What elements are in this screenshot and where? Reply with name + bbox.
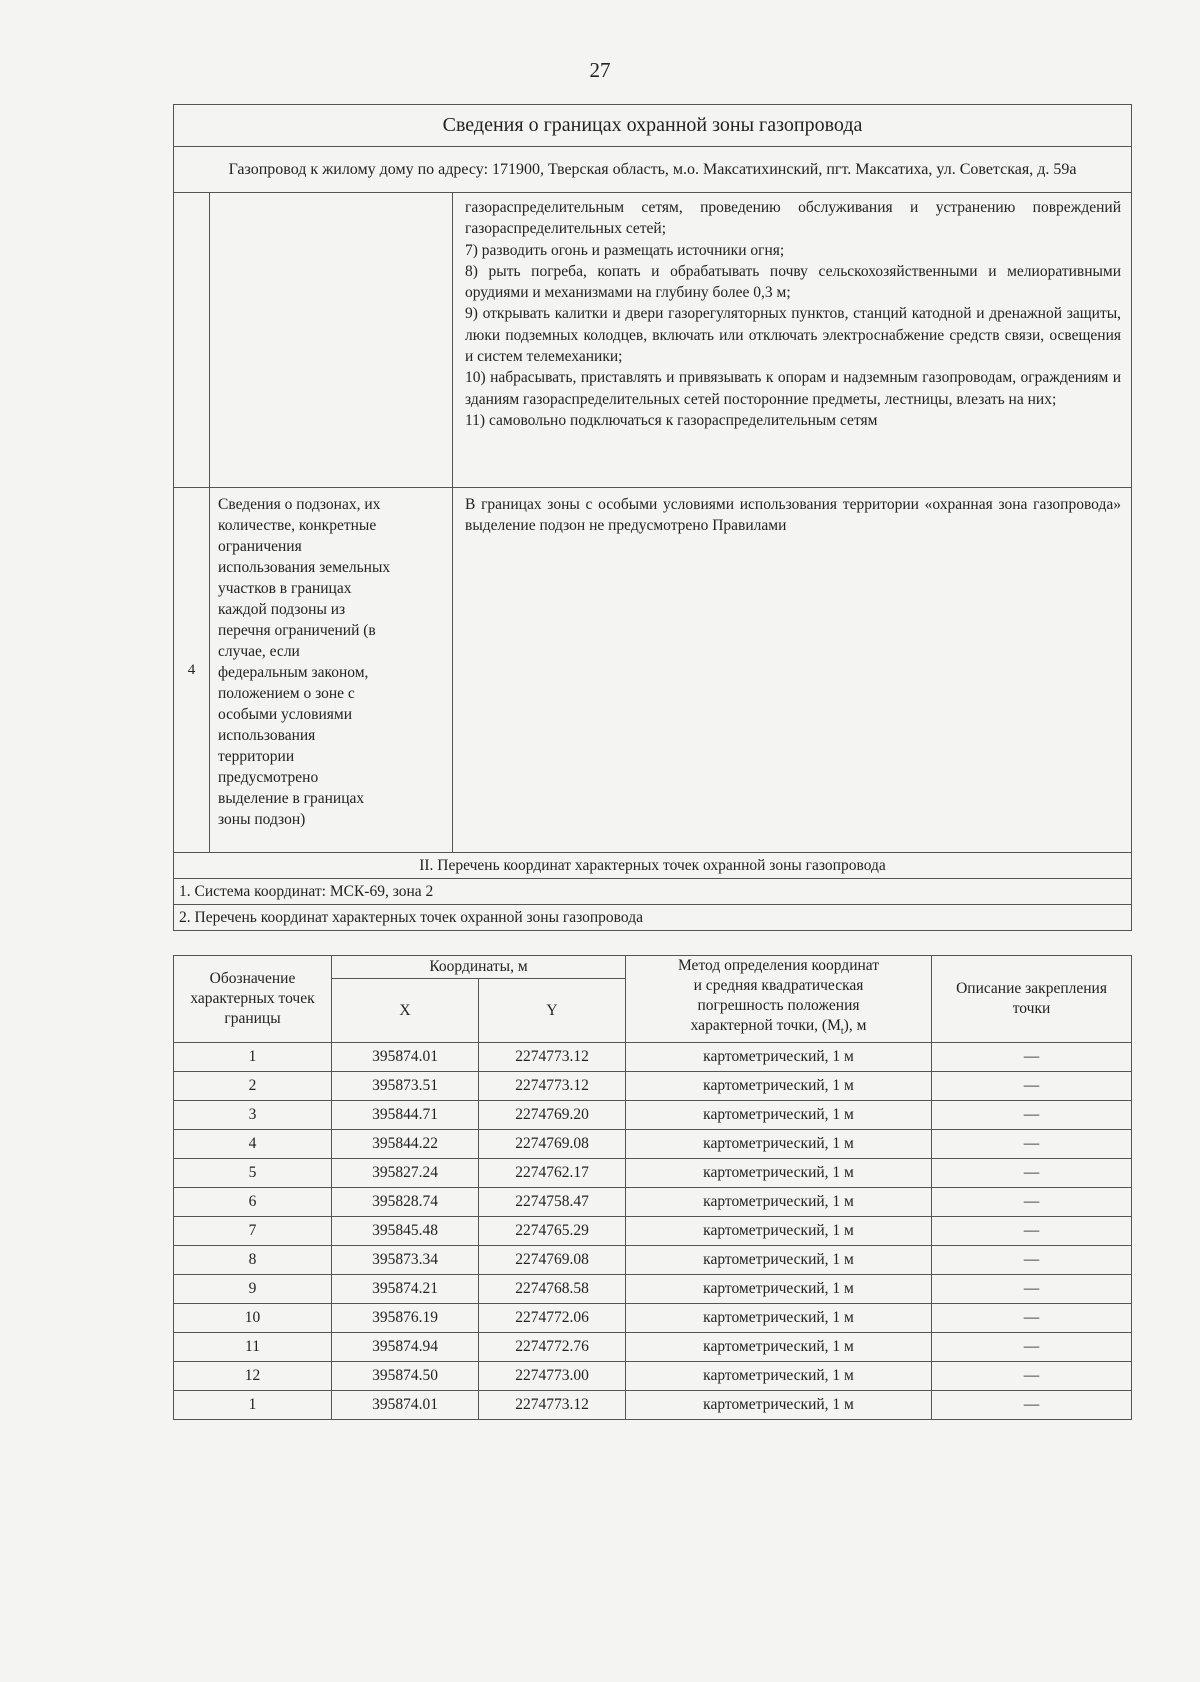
table-row [174, 1217, 1132, 1246]
table-row [174, 1246, 1132, 1275]
x-cell: 395873.34 [332, 1246, 479, 1275]
description-cell: — [932, 1043, 1132, 1072]
method-cell: картометрический, 1 м [626, 1246, 932, 1275]
subzone-info-text: В границах зоны с особыми условиями использования территории «охранная зона газопровода» выделение подзон не предусмотрено Правилами [453, 488, 1132, 853]
label-line: выделение в границах [218, 790, 365, 807]
point-cell: 5 [174, 1159, 332, 1188]
description-cell: — [932, 1333, 1132, 1362]
point-cell: 7 [174, 1217, 332, 1246]
restriction-paragraph: газораспределительным сетям, проведению обслуживания и устранению повреждений газораспределительных сетей; [465, 199, 1122, 238]
restriction-paragraph: 9) открывать калитки и двери газорегуляторных пунктов, станций катодной и дренажной защиты, люки подземных колодцев, включать или отключать электроснабжение средств связи, освещения и систем телемеханики; [465, 305, 1122, 366]
x-cell: 395874.21 [332, 1275, 479, 1304]
header-method [626, 956, 932, 1043]
method-cell: картометрический, 1 м [626, 1101, 932, 1130]
table-row [174, 1130, 1132, 1159]
y-cell: 2274765.29 [479, 1217, 626, 1246]
object-address: Газопровод к жилому дому по адресу: 171900, Тверская область, м.о. Максатихинский, пгт. Максатиха, ул. Советская, д. 59а [174, 147, 1132, 193]
header-y: Y [479, 979, 626, 1043]
y-cell: 2274772.76 [479, 1333, 626, 1362]
method-cell: картометрический, 1 м [626, 1188, 932, 1217]
y-cell: 2274762.17 [479, 1159, 626, 1188]
y-cell: 2274769.20 [479, 1101, 626, 1130]
y-cell: 2274773.12 [479, 1072, 626, 1101]
method-cell: картометрический, 1 м [626, 1043, 932, 1072]
point-cell: 10 [174, 1304, 332, 1333]
header-coordinates: Координаты, м [332, 956, 626, 979]
label-line: использования земельных [218, 559, 391, 576]
table-row [174, 1043, 1132, 1072]
restriction-paragraph: 11) самовольно подключаться к газораспределительным сетям [465, 411, 878, 429]
page-number: 27 [589, 58, 611, 82]
description-cell: — [932, 1072, 1132, 1101]
description-cell: — [932, 1217, 1132, 1246]
coordinates-table [173, 955, 1132, 1420]
x-cell: 395874.50 [332, 1362, 479, 1391]
point-cell: 3 [174, 1101, 332, 1130]
x-cell: 395844.71 [332, 1101, 479, 1130]
x-cell: 395874.01 [332, 1391, 479, 1420]
description-cell: — [932, 1130, 1132, 1159]
point-cell: 8 [174, 1246, 332, 1275]
point-cell: 1 [174, 1043, 332, 1072]
table-row [174, 1304, 1132, 1333]
table-row [174, 1275, 1132, 1304]
restriction-paragraph: 8) рыть погреба, копать и обрабатывать почву сельскохозяйственными и мелиоративными орудиями и механизмами на глубину более 0,3 м; [465, 262, 1122, 302]
y-cell: 2274769.08 [479, 1246, 626, 1275]
x-cell: 395845.48 [332, 1217, 479, 1246]
label-line: случае, если [218, 643, 300, 660]
point-cell: 12 [174, 1362, 332, 1391]
method-cell: картометрический, 1 м [626, 1333, 932, 1362]
coordinate-system: 1. Система координат: МСК-69, зона 2 [174, 879, 1132, 905]
table-title: Сведения о границах охранной зоны газопровода [174, 105, 1132, 147]
y-cell: 2274773.12 [479, 1043, 626, 1072]
method-cell: картометрический, 1 м [626, 1304, 932, 1333]
x-cell: 395876.19 [332, 1304, 479, 1333]
y-cell: 2274772.06 [479, 1304, 626, 1333]
header-method-line: Метод определения координат [677, 957, 880, 974]
y-cell: 2274768.58 [479, 1275, 626, 1304]
label-line: федеральным законом, [218, 664, 369, 681]
row-number: 4 [174, 488, 210, 853]
description-cell: — [932, 1101, 1132, 1130]
label-line: перечня ограничений (в [218, 622, 376, 639]
coordinates-list-title: 2. Перечень координат характерных точек охранной зоны газопровода [174, 905, 1132, 931]
restriction-paragraph: 10) набрасывать, приставлять и привязывать к опорам и надземным газопроводам, ограждениям и зданиям газораспределительных сетей посторонние предметы, лестницы, влезать на них; [465, 369, 1122, 408]
label-line: предусмотрено [218, 769, 319, 786]
header-method-line: погрешность положения [697, 997, 860, 1014]
description-cell: — [932, 1275, 1132, 1304]
label-line: особыми условиями [218, 706, 353, 723]
method-cell: картометрический, 1 м [626, 1130, 932, 1159]
restrictions-text [453, 193, 1132, 488]
label-line: количестве, конкретные [218, 517, 377, 534]
table-row [174, 1362, 1132, 1391]
header-method-line: характерной точки, $(M_t)$, м [690, 1017, 867, 1038]
header-method-line: и средняя квадратическая [693, 977, 864, 994]
y-cell: 2274773.00 [479, 1362, 626, 1391]
point-cell: 9 [174, 1275, 332, 1304]
method-cell: картометрический, 1 м [626, 1362, 932, 1391]
label-line: зоны подзон) [218, 811, 306, 828]
header-x: X [332, 979, 479, 1043]
point-cell: 1 [174, 1391, 332, 1420]
x-cell: 395874.01 [332, 1043, 479, 1072]
table-row [174, 1101, 1132, 1130]
point-cell: 11 [174, 1333, 332, 1362]
description-cell: — [932, 1362, 1132, 1391]
header-point: Обозначение характерных точек границы [174, 956, 332, 1043]
description-cell: — [932, 1188, 1132, 1217]
table-row [174, 1159, 1132, 1188]
label-line: каждой подзоны из [218, 601, 346, 618]
subzone-info-label [210, 488, 453, 853]
description-cell: — [932, 1391, 1132, 1420]
x-cell: 395827.24 [332, 1159, 479, 1188]
label-line: участков в границах [218, 580, 352, 597]
row-a-subtitle-cell [210, 193, 453, 488]
restriction-paragraph: 7) разводить огонь и размещать источники огня; [465, 241, 785, 259]
x-cell: 395828.74 [332, 1188, 479, 1217]
method-cell: картометрический, 1 м [626, 1275, 932, 1304]
method-cell: картометрический, 1 м [626, 1159, 932, 1188]
table-row [174, 1072, 1132, 1101]
label-line: Сведения о подзонах, их [218, 496, 381, 513]
table-row [174, 1333, 1132, 1362]
label-line: использования [218, 727, 316, 744]
point-cell: 2 [174, 1072, 332, 1101]
x-cell: 395844.22 [332, 1130, 479, 1159]
description-cell: — [932, 1159, 1132, 1188]
y-cell: 2274758.47 [479, 1188, 626, 1217]
description-cell: — [932, 1246, 1132, 1275]
header-description: Описание закрепления точки [932, 956, 1132, 1043]
y-cell: 2274769.08 [479, 1130, 626, 1159]
label-line: ограничения [218, 538, 302, 555]
section-ii-heading: II. Перечень координат характерных точек охранной зоны газопровода [174, 853, 1132, 879]
x-cell: 395873.51 [332, 1072, 479, 1101]
method-cell: картометрический, 1 м [626, 1217, 932, 1246]
point-cell: 4 [174, 1130, 332, 1159]
point-cell: 6 [174, 1188, 332, 1217]
method-cell: картометрический, 1 м [626, 1072, 932, 1101]
boundary-info-table [173, 104, 1132, 931]
label-line: территории [218, 748, 295, 765]
method-cell: картометрический, 1 м [626, 1391, 932, 1420]
description-cell: — [932, 1304, 1132, 1333]
table-row [174, 1188, 1132, 1217]
y-cell: 2274773.12 [479, 1391, 626, 1420]
label-line: положением о зоне с [218, 685, 355, 702]
x-cell: 395874.94 [332, 1333, 479, 1362]
row-a-number-cell [174, 193, 210, 488]
table-row [174, 1391, 1132, 1420]
